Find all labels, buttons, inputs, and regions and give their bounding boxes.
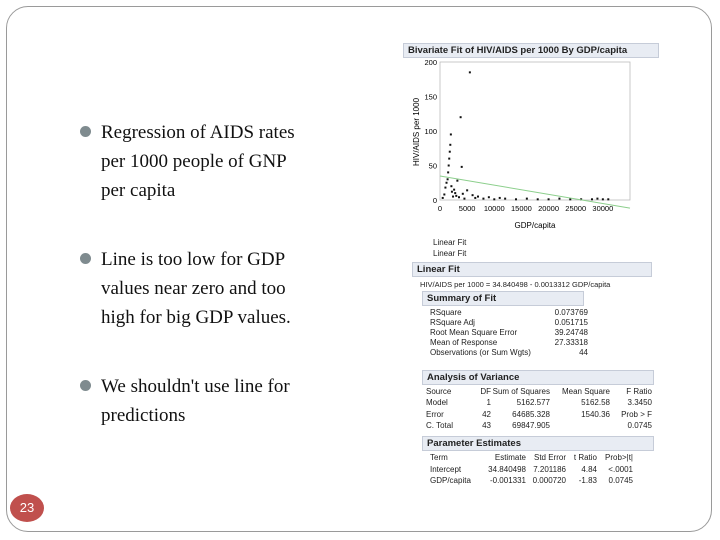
anova-cell: C. Total [426, 421, 453, 430]
x-tick-label: 25000 [565, 204, 587, 213]
data-point [448, 165, 450, 167]
bullet-dot-icon [80, 253, 91, 264]
data-point [537, 198, 539, 200]
param-column-header: Std Error [533, 453, 566, 462]
data-point [449, 144, 451, 146]
anova-cell: Prob > F [621, 409, 652, 419]
y-tick-label: 150 [424, 92, 437, 102]
data-point [455, 195, 457, 197]
bivariate-title: Bivariate Fit of HIV/AIDS per 1000 By GDP/capita [403, 43, 659, 58]
data-point [526, 198, 528, 200]
data-point [461, 166, 463, 168]
data-point [442, 197, 444, 199]
x-tick-label: 20000 [538, 204, 560, 213]
data-point [452, 196, 454, 198]
anova-header[interactable]: Analysis of Variance [422, 370, 654, 385]
anova-cell: 5162.577 [516, 398, 550, 407]
param-cell: 34.840498 [488, 465, 526, 474]
scatter-plot [410, 58, 636, 253]
data-point [443, 193, 445, 195]
anova-cell: 5162.58 [581, 398, 610, 407]
y-tick-label: 50 [428, 161, 437, 171]
anova-cell: 1540.36 [581, 409, 610, 419]
param-cell: 0.000720 [532, 476, 566, 485]
y-tick-label: 0 [432, 196, 437, 205]
data-point [462, 193, 464, 195]
page-number-badge: 23 [10, 494, 44, 522]
param-cell: 7.201186 [533, 465, 566, 474]
param-column-header: t Ratio [573, 453, 597, 462]
bullet-item [80, 372, 310, 430]
summary-row-value: 39.24748 [554, 328, 588, 337]
bullet-text: We shouldn't use line for predictions [101, 376, 290, 426]
data-point [458, 196, 460, 198]
data-point [463, 198, 465, 200]
data-point [515, 198, 517, 200]
summary-row-label: Root Mean Square Error [430, 328, 518, 337]
anova-cell: Model [426, 398, 448, 407]
data-point [488, 196, 490, 198]
data-point [602, 198, 604, 200]
summary-row-label: RSquare Adj [430, 318, 475, 327]
param-cell: 4.84 [581, 465, 597, 474]
parameter-estimates-header[interactable]: Parameter Estimates [422, 436, 654, 451]
data-point [450, 133, 452, 135]
anova-cell: 64685.328 [512, 409, 550, 419]
y-tick-label: 200 [424, 58, 437, 67]
plot-area [440, 62, 630, 200]
data-point [454, 192, 456, 194]
param-cell: -1.83 [578, 476, 597, 485]
anova-cell: 3.3450 [627, 398, 652, 407]
anova-cell: 0.0745 [627, 421, 652, 430]
data-point [474, 197, 476, 199]
y-axis-label: HIV/AIDS per 1000 [412, 97, 421, 167]
summary-row-value: 44 [579, 348, 588, 357]
jmp-output-panel [400, 40, 662, 500]
bullet-dot-icon [80, 126, 91, 137]
fit-equation: HIV/AIDS per 1000 = 34.840498 - 0.0013312 GDP/capita [420, 280, 611, 289]
data-point [447, 171, 449, 173]
x-axis-label: GDP/capita [514, 221, 556, 230]
summary-row-value: 0.051715 [554, 318, 588, 327]
summary-row-value: 27.33318 [554, 338, 588, 347]
param-cell: Intercept [430, 465, 462, 474]
legend-entry: Linear Fit [433, 238, 467, 247]
anova-column-header: DF [480, 387, 491, 396]
data-point [482, 198, 484, 200]
anova-cell: 42 [482, 409, 491, 419]
data-point [548, 198, 550, 200]
data-point [499, 197, 501, 199]
bullet-dot-icon [80, 380, 91, 391]
data-point [504, 198, 506, 200]
anova-cell: 43 [482, 421, 491, 430]
data-point [607, 198, 609, 200]
param-cell: -0.001331 [489, 476, 526, 485]
data-point [450, 185, 452, 187]
summary-row-value: 0.073769 [554, 308, 588, 317]
anova-column-header: Mean Square [561, 387, 610, 396]
param-column-header: Prob>|t| [605, 453, 633, 462]
anova-cell: 69847.905 [512, 421, 550, 430]
param-cell: <.0001 [608, 465, 633, 474]
bullet-item [80, 118, 310, 205]
param-column-header: Term [430, 453, 448, 462]
data-point [472, 194, 474, 196]
summary-row-label: Mean of Response [430, 338, 498, 347]
param-column-header: Estimate [494, 453, 526, 462]
data-point [466, 189, 468, 191]
legend-entry: Linear Fit [433, 249, 467, 258]
x-tick-label: 0 [437, 204, 443, 213]
data-point [451, 191, 453, 193]
data-point [591, 198, 593, 200]
data-point [493, 198, 495, 200]
data-point [469, 71, 471, 73]
anova-column-header: F Ratio [626, 387, 652, 396]
bullet-text: Line is too low for GDP values near zero and too high for big GDP values. [101, 249, 291, 328]
x-tick-label: 5000 [458, 204, 476, 213]
data-point [453, 189, 455, 191]
bullet-item [80, 245, 310, 332]
linear-fit-header[interactable]: Linear Fit [412, 262, 652, 277]
x-tick-label: 15000 [510, 204, 532, 213]
x-tick-label: 10000 [483, 204, 505, 213]
data-point [596, 198, 598, 200]
bullet-text: Regression of AIDS rates per 1000 people of GNP per capita [101, 122, 295, 201]
summary-row-label: Observations (or Sum Wgts) [430, 348, 531, 357]
param-cell: GDP/capita [430, 476, 471, 485]
data-point [477, 196, 479, 198]
data-point [447, 178, 449, 180]
anova-column-header: Source [426, 387, 452, 396]
bullet-list [80, 118, 310, 470]
anova-cell: 1 [486, 398, 491, 407]
data-point [446, 182, 448, 184]
anova-column-header: Sum of Squares [492, 387, 550, 396]
data-point [460, 116, 462, 118]
data-point [449, 151, 451, 153]
param-cell: 0.0745 [608, 476, 633, 485]
x-tick-label: 30000 [592, 204, 614, 213]
data-point [444, 187, 446, 189]
data-point [448, 158, 450, 160]
y-tick-label: 100 [424, 127, 437, 136]
data-point [456, 180, 458, 182]
data-point [558, 198, 560, 200]
summary-row-label: RSquare [430, 308, 462, 317]
summary-of-fit-header[interactable]: Summary of Fit [422, 291, 584, 306]
anova-cell: Error [426, 409, 444, 419]
